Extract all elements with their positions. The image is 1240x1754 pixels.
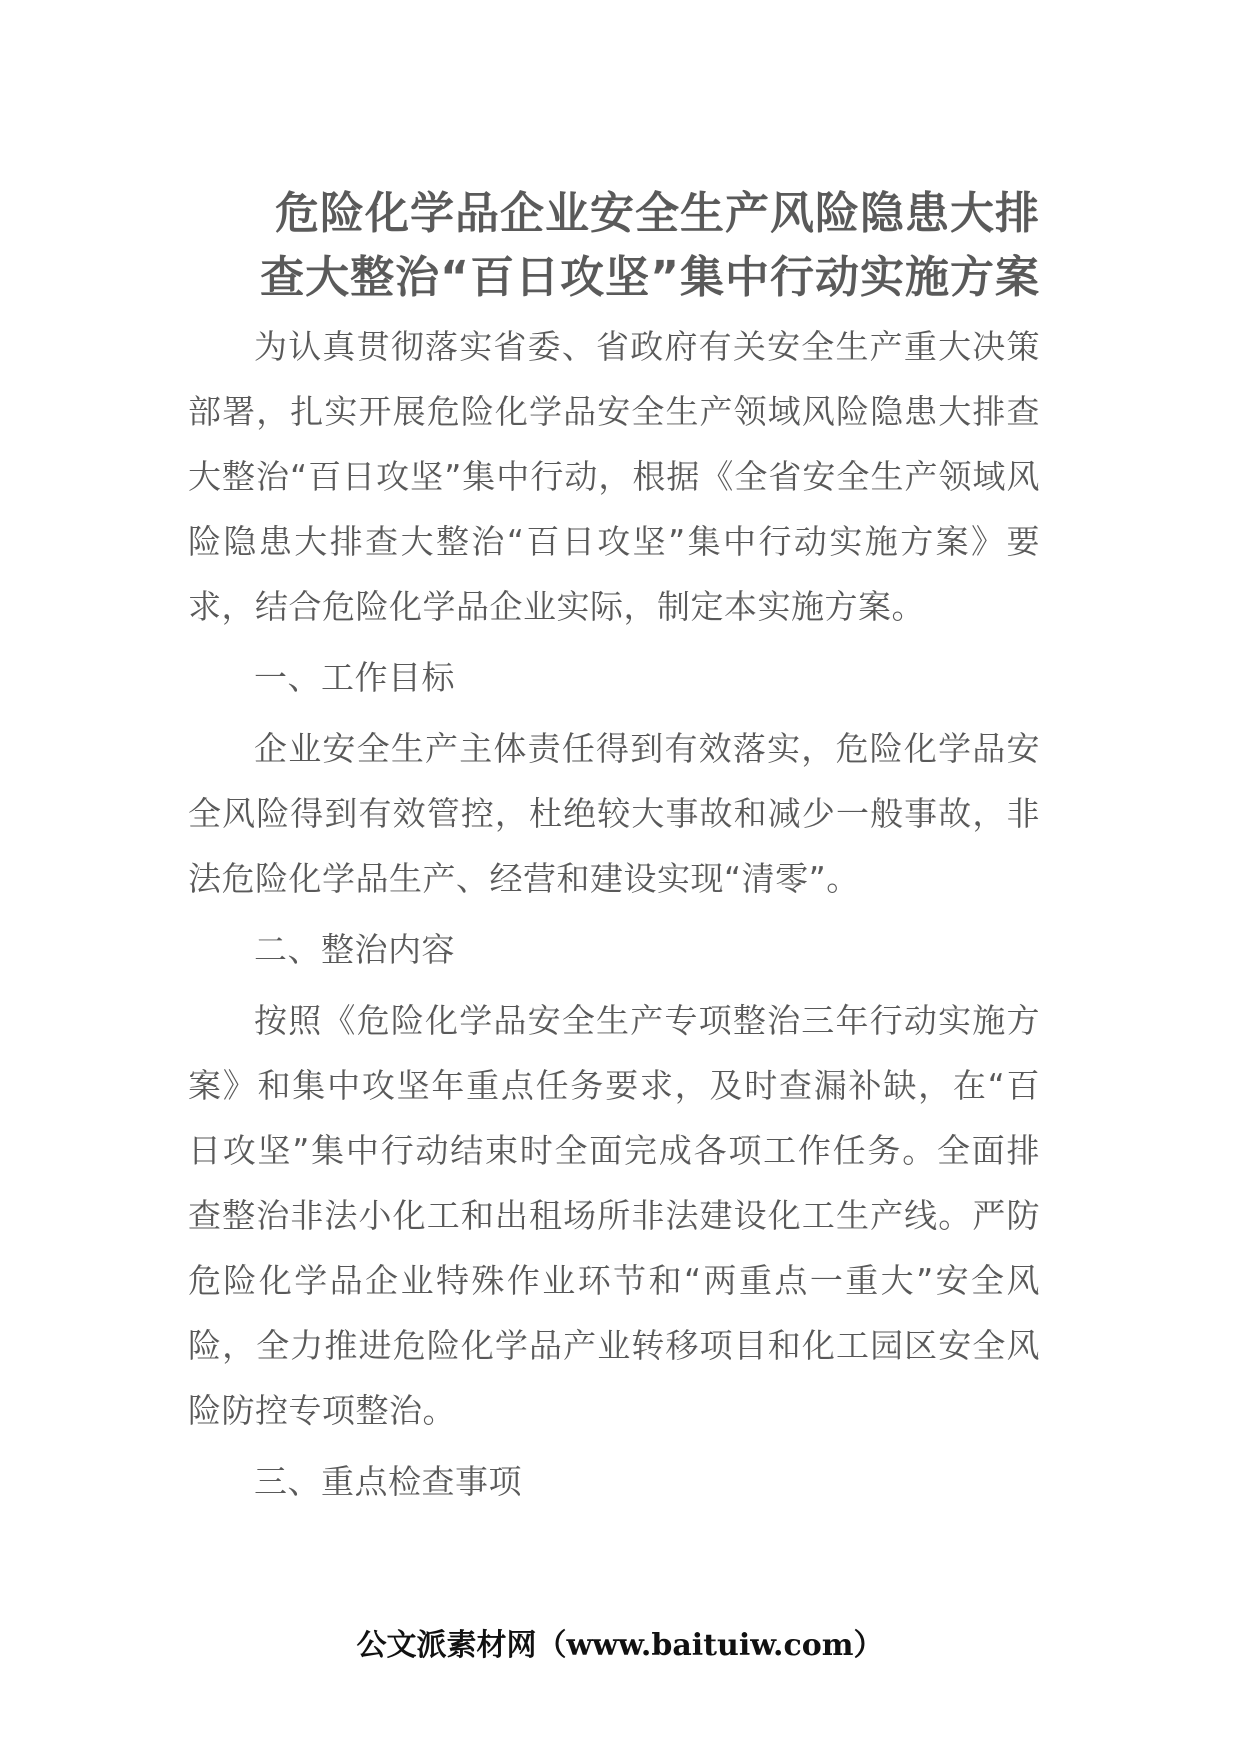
- title-line-1: 危险化学品企业安全生产风险隐患大排: [275, 188, 1040, 239]
- document-body: [188, 182, 1040, 1514]
- section-1-heading: 一、工作目标: [254, 658, 455, 697]
- intro-paragraph: 为认真贯彻落实省委、省政府有关安全生产重大决策部署，扎实开展危险化学品安全生产领域风险隐患大排查大整治“百日攻坚”集中行动，根据《全省安全生产领域风险隐患大排查大整治“百日攻坚”集中行动实施方案》要求，结合危险化学品企业实际，制定本实施方案。: [188, 327, 1040, 626]
- document-title: [188, 182, 1040, 310]
- title-line-2: 查大整治“百日攻坚”集中行动实施方案: [260, 252, 1040, 303]
- section-2-paragraph: 按照《危险化学品安全生产专项整治三年行动实施方案》和集中攻坚年重点任务要求，及时查漏补缺，在“百日攻坚”集中行动结束时全面完成各项工作任务。全面排查整治非法小化工和出租场所非法建设化工生产线。严防危险化学品企业特殊作业环节和“两重点一重大”安全风险，全力推进危险化学品产业转移项目和化工园区安全风险防控专项整治。: [188, 1001, 1040, 1430]
- section-1-paragraph: 企业安全生产主体责任得到有效落实，危险化学品安全风险得到有效管控，杜绝较大事故和减少一般事故，非法危险化学品生产、经营和建设实现“清零”。: [188, 729, 1040, 898]
- footer-watermark: 公文派素材网（www.baituiw.com）: [356, 1628, 884, 1663]
- section-3-heading: 三、重点检查事项: [254, 1462, 522, 1501]
- section-2-heading: 二、整治内容: [254, 930, 455, 969]
